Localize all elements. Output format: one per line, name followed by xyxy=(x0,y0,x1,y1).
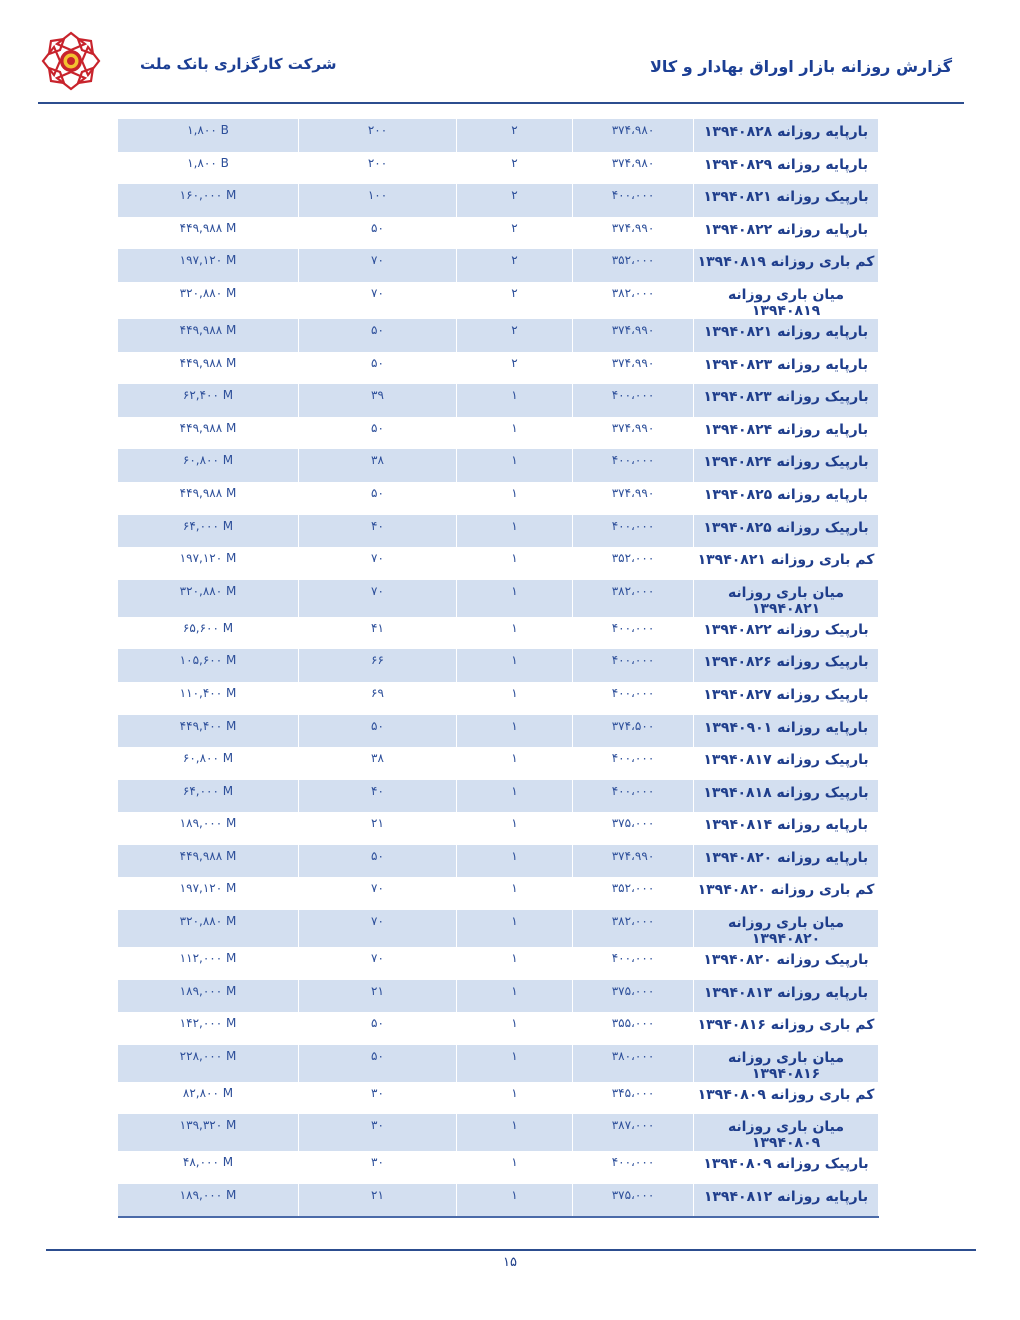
trade-price-cell: ۳۴۵،۰۰۰ xyxy=(573,1082,694,1115)
trade-count-cell: ۱ xyxy=(457,449,573,482)
table-row xyxy=(118,152,879,185)
trade-count-cell: ۱ xyxy=(457,980,573,1013)
trade-volume-cell: ۷۰ xyxy=(299,947,457,980)
trade-price-cell: ۴۰۰،۰۰۰ xyxy=(573,617,694,650)
trades-table-container xyxy=(118,119,874,1218)
table-row xyxy=(118,119,879,152)
table-row xyxy=(118,515,879,548)
trade-price-cell: ۳۸۰،۰۰۰ xyxy=(573,1045,694,1082)
trade-volume-cell: ۷۰ xyxy=(299,249,457,282)
contract-name-cell: میان باری روزانه ۱۳۹۴۰۸۱۶ xyxy=(694,1045,879,1082)
trade-count-cell: ۱ xyxy=(457,1114,573,1151)
contract-name-cell: میان باری روزانه ۱۳۹۴۰۸۰۹ xyxy=(694,1114,879,1151)
contract-name-cell: بارپایه روزانه ۱۳۹۴۰۹۰۱ xyxy=(694,715,879,748)
trade-amount-cell: ۳۲۰,۸۸۰ M xyxy=(118,282,299,319)
trade-volume-cell: ۳۸ xyxy=(299,449,457,482)
trade-volume-cell: ۲۰۰ xyxy=(299,152,457,185)
trade-count-cell: ۱ xyxy=(457,482,573,515)
trade-count-cell: ۲ xyxy=(457,319,573,352)
table-row xyxy=(118,1151,879,1184)
trade-price-cell: ۴۰۰،۰۰۰ xyxy=(573,747,694,780)
trade-volume-cell: ۶۶ xyxy=(299,649,457,682)
trade-price-cell: ۴۰۰،۰۰۰ xyxy=(573,184,694,217)
table-row xyxy=(118,184,879,217)
trade-amount-cell: ۴۴۹,۹۸۸ M xyxy=(118,417,299,450)
contract-name-cell: بارپایه روزانه ۱۳۹۴۰۸۲۸ xyxy=(694,119,879,152)
trade-price-cell: ۳۸۲،۰۰۰ xyxy=(573,910,694,947)
trade-volume-cell: ۷۰ xyxy=(299,877,457,910)
trade-price-cell: ۴۰۰،۰۰۰ xyxy=(573,649,694,682)
header-divider xyxy=(38,102,964,104)
trades-table xyxy=(118,119,879,1218)
trades-table-body xyxy=(118,119,879,1217)
trade-volume-cell: ۴۰ xyxy=(299,515,457,548)
trade-price-cell: ۴۰۰،۰۰۰ xyxy=(573,780,694,813)
trade-amount-cell: ۴۴۹,۴۰۰ M xyxy=(118,715,299,748)
table-row xyxy=(118,217,879,250)
contract-name-cell: میان باری روزانه ۱۳۹۴۰۸۱۹ xyxy=(694,282,879,319)
contract-name-cell: کم باری روزانه ۱۳۹۴۰۸۱۹ xyxy=(694,249,879,282)
trade-amount-cell: ۴۴۹,۹۸۸ M xyxy=(118,217,299,250)
trade-amount-cell: ۶۰,۸۰۰ M xyxy=(118,449,299,482)
trade-count-cell: ۱ xyxy=(457,682,573,715)
trade-volume-cell: ۷۰ xyxy=(299,910,457,947)
company-name: شرکت کارگزاری بانک ملت xyxy=(140,55,337,73)
table-row xyxy=(118,617,879,650)
table-row xyxy=(118,649,879,682)
trade-count-cell: ۱ xyxy=(457,617,573,650)
table-row xyxy=(118,780,879,813)
trade-volume-cell: ۵۰ xyxy=(299,1012,457,1045)
trade-price-cell: ۳۷۵،۰۰۰ xyxy=(573,980,694,1013)
contract-name-cell: بارپایه روزانه ۱۳۹۴۰۸۲۰ xyxy=(694,845,879,878)
trade-amount-cell: ۴۴۹,۹۸۸ M xyxy=(118,352,299,385)
trade-count-cell: ۱ xyxy=(457,1045,573,1082)
trade-amount-cell: ۱۸۹,۰۰۰ M xyxy=(118,812,299,845)
trade-price-cell: ۳۸۲،۰۰۰ xyxy=(573,580,694,617)
contract-name-cell: بارپایه روزانه ۱۳۹۴۰۸۲۵ xyxy=(694,482,879,515)
trade-volume-cell: ۴۱ xyxy=(299,617,457,650)
trade-count-cell: ۱ xyxy=(457,1082,573,1115)
trade-count-cell: ۲ xyxy=(457,217,573,250)
trade-amount-cell: ۶۰,۸۰۰ M xyxy=(118,747,299,780)
trade-count-cell: ۱ xyxy=(457,877,573,910)
contract-name-cell: بارپایه روزانه ۱۳۹۴۰۸۲۳ xyxy=(694,352,879,385)
contract-name-cell: بارپیک روزانه ۱۳۹۴۰۸۲۷ xyxy=(694,682,879,715)
trade-volume-cell: ۵۰ xyxy=(299,1045,457,1082)
table-row xyxy=(118,747,879,780)
trade-amount-cell: ۳۲۰,۸۸۰ M xyxy=(118,910,299,947)
table-row xyxy=(118,947,879,980)
table-row xyxy=(118,547,879,580)
contract-name-cell: بارپایه روزانه ۱۳۹۴۰۸۲۲ xyxy=(694,217,879,250)
table-row xyxy=(118,449,879,482)
trade-amount-cell: ۱۱۰,۴۰۰ M xyxy=(118,682,299,715)
contract-name-cell: بارپایه روزانه ۱۳۹۴۰۸۲۴ xyxy=(694,417,879,450)
bank-mellat-logo-icon xyxy=(40,30,102,92)
contract-name-cell: بارپیک روزانه ۱۳۹۴۰۸۲۴ xyxy=(694,449,879,482)
trade-price-cell: ۳۷۴،۹۹۰ xyxy=(573,845,694,878)
trade-count-cell: ۱ xyxy=(457,715,573,748)
contract-name-cell: کم باری روزانه ۱۳۹۴۰۸۱۶ xyxy=(694,1012,879,1045)
trade-count-cell: ۱ xyxy=(457,812,573,845)
trade-count-cell: ۱ xyxy=(457,384,573,417)
trade-amount-cell: ۱۴۲,۰۰۰ M xyxy=(118,1012,299,1045)
table-row xyxy=(118,319,879,352)
trade-count-cell: ۲ xyxy=(457,119,573,152)
trade-price-cell: ۳۷۴،۹۹۰ xyxy=(573,417,694,450)
page-number: ۱۵ xyxy=(503,1255,517,1270)
trade-price-cell: ۳۷۵،۰۰۰ xyxy=(573,1184,694,1217)
trade-amount-cell: ۱۹۷,۱۲۰ M xyxy=(118,547,299,580)
trade-volume-cell: ۲۱ xyxy=(299,980,457,1013)
contract-name-cell: میان باری روزانه ۱۳۹۴۰۸۲۰ xyxy=(694,910,879,947)
trade-count-cell: ۲ xyxy=(457,249,573,282)
contract-name-cell: کم باری روزانه ۱۳۹۴۰۸۰۹ xyxy=(694,1082,879,1115)
trade-price-cell: ۳۷۵،۰۰۰ xyxy=(573,812,694,845)
trade-count-cell: ۱ xyxy=(457,417,573,450)
trade-volume-cell: ۳۸ xyxy=(299,747,457,780)
table-row xyxy=(118,580,879,617)
trade-volume-cell: ۵۰ xyxy=(299,352,457,385)
contract-name-cell: کم باری روزانه ۱۳۹۴۰۸۲۱ xyxy=(694,547,879,580)
table-row xyxy=(118,1114,879,1151)
trade-amount-cell: ۶۴,۰۰۰ M xyxy=(118,515,299,548)
table-row xyxy=(118,980,879,1013)
trade-amount-cell: ۴۸,۰۰۰ M xyxy=(118,1151,299,1184)
trade-volume-cell: ۷۰ xyxy=(299,547,457,580)
trade-count-cell: ۲ xyxy=(457,352,573,385)
contract-name-cell: بارپیک روزانه ۱۳۹۴۰۸۲۰ xyxy=(694,947,879,980)
trade-amount-cell: ۱۶۰,۰۰۰ M xyxy=(118,184,299,217)
table-row xyxy=(118,482,879,515)
trade-count-cell: ۱ xyxy=(457,845,573,878)
trade-amount-cell: ۱,۸۰۰ B xyxy=(118,119,299,152)
trade-count-cell: ۱ xyxy=(457,1012,573,1045)
trade-amount-cell: ۲۲۸,۰۰۰ M xyxy=(118,1045,299,1082)
trade-volume-cell: ۱۰۰ xyxy=(299,184,457,217)
trade-volume-cell: ۴۰ xyxy=(299,780,457,813)
trade-amount-cell: ۱۸۹,۰۰۰ M xyxy=(118,1184,299,1217)
table-row xyxy=(118,282,879,319)
trade-count-cell: ۱ xyxy=(457,947,573,980)
table-row xyxy=(118,1012,879,1045)
trade-volume-cell: ۶۹ xyxy=(299,682,457,715)
trade-count-cell: ۲ xyxy=(457,184,573,217)
table-row xyxy=(118,845,879,878)
trade-amount-cell: ۸۲,۸۰۰ M xyxy=(118,1082,299,1115)
table-row xyxy=(118,384,879,417)
contract-name-cell: بارپیک روزانه ۱۳۹۴۰۸۰۹ xyxy=(694,1151,879,1184)
contract-name-cell: بارپایه روزانه ۱۳۹۴۰۸۲۱ xyxy=(694,319,879,352)
page-header xyxy=(0,0,1020,106)
table-row xyxy=(118,249,879,282)
trade-count-cell: ۱ xyxy=(457,515,573,548)
trade-amount-cell: ۶۲,۴۰۰ M xyxy=(118,384,299,417)
report-title: گزارش روزانه بازار اوراق بهادار و کالا xyxy=(649,57,952,76)
table-row xyxy=(118,682,879,715)
trade-price-cell: ۳۷۴،۹۹۰ xyxy=(573,319,694,352)
trade-price-cell: ۳۵۲،۰۰۰ xyxy=(573,547,694,580)
table-row xyxy=(118,910,879,947)
table-row xyxy=(118,1184,879,1217)
trade-volume-cell: ۵۰ xyxy=(299,845,457,878)
trade-volume-cell: ۲۰۰ xyxy=(299,119,457,152)
trade-price-cell: ۳۷۴،۹۸۰ xyxy=(573,119,694,152)
trade-price-cell: ۴۰۰،۰۰۰ xyxy=(573,947,694,980)
trade-amount-cell: ۱۹۷,۱۲۰ M xyxy=(118,877,299,910)
table-row xyxy=(118,877,879,910)
trade-volume-cell: ۳۰ xyxy=(299,1151,457,1184)
contract-name-cell: بارپیک روزانه ۱۳۹۴۰۸۲۳ xyxy=(694,384,879,417)
trade-count-cell: ۱ xyxy=(457,780,573,813)
table-row xyxy=(118,715,879,748)
trade-price-cell: ۳۵۵،۰۰۰ xyxy=(573,1012,694,1045)
trade-volume-cell: ۵۰ xyxy=(299,482,457,515)
trade-count-cell: ۲ xyxy=(457,282,573,319)
trade-amount-cell: ۱۱۲,۰۰۰ M xyxy=(118,947,299,980)
contract-name-cell: بارپیک روزانه ۱۳۹۴۰۸۲۱ xyxy=(694,184,879,217)
trade-count-cell: ۲ xyxy=(457,152,573,185)
trade-amount-cell: ۴۴۹,۹۸۸ M xyxy=(118,319,299,352)
contract-name-cell: میان باری روزانه ۱۳۹۴۰۸۲۱ xyxy=(694,580,879,617)
trade-amount-cell: ۶۵,۶۰۰ M xyxy=(118,617,299,650)
trade-price-cell: ۴۰۰،۰۰۰ xyxy=(573,449,694,482)
trade-price-cell: ۳۷۴،۹۹۰ xyxy=(573,482,694,515)
trade-volume-cell: ۳۹ xyxy=(299,384,457,417)
trade-price-cell: ۳۸۲،۰۰۰ xyxy=(573,282,694,319)
contract-name-cell: بارپیک روزانه ۱۳۹۴۰۸۲۲ xyxy=(694,617,879,650)
table-row xyxy=(118,1045,879,1082)
trade-volume-cell: ۷۰ xyxy=(299,580,457,617)
contract-name-cell: بارپیک روزانه ۱۳۹۴۰۸۲۶ xyxy=(694,649,879,682)
trade-price-cell: ۴۰۰،۰۰۰ xyxy=(573,682,694,715)
trade-count-cell: ۱ xyxy=(457,910,573,947)
trade-amount-cell: ۱۸۹,۰۰۰ M xyxy=(118,980,299,1013)
trade-price-cell: ۴۰۰،۰۰۰ xyxy=(573,384,694,417)
trade-volume-cell: ۳۰ xyxy=(299,1082,457,1115)
trade-price-cell: ۴۰۰،۰۰۰ xyxy=(573,515,694,548)
trade-count-cell: ۱ xyxy=(457,649,573,682)
trade-count-cell: ۱ xyxy=(457,747,573,780)
contract-name-cell: بارپایه روزانه ۱۳۹۴۰۸۲۹ xyxy=(694,152,879,185)
trade-volume-cell: ۳۰ xyxy=(299,1114,457,1151)
trade-amount-cell: ۱۹۷,۱۲۰ M xyxy=(118,249,299,282)
trade-price-cell: ۳۷۴،۹۹۰ xyxy=(573,217,694,250)
contract-name-cell: کم باری روزانه ۱۳۹۴۰۸۲۰ xyxy=(694,877,879,910)
trade-amount-cell: ۱,۸۰۰ B xyxy=(118,152,299,185)
trade-volume-cell: ۵۰ xyxy=(299,319,457,352)
trade-volume-cell: ۵۰ xyxy=(299,417,457,450)
table-row xyxy=(118,812,879,845)
trade-price-cell: ۳۵۲،۰۰۰ xyxy=(573,249,694,282)
table-row xyxy=(118,1082,879,1115)
trade-volume-cell: ۲۱ xyxy=(299,1184,457,1217)
table-row xyxy=(118,417,879,450)
trade-price-cell: ۳۵۲،۰۰۰ xyxy=(573,877,694,910)
trade-price-cell: ۳۷۴،۹۹۰ xyxy=(573,352,694,385)
trade-amount-cell: ۳۲۰,۸۸۰ M xyxy=(118,580,299,617)
trade-volume-cell: ۵۰ xyxy=(299,715,457,748)
trade-price-cell: ۴۰۰،۰۰۰ xyxy=(573,1151,694,1184)
trade-amount-cell: ۴۴۹,۹۸۸ M xyxy=(118,482,299,515)
trade-count-cell: ۱ xyxy=(457,1184,573,1217)
trade-price-cell: ۳۸۷،۰۰۰ xyxy=(573,1114,694,1151)
trade-price-cell: ۳۷۴،۹۸۰ xyxy=(573,152,694,185)
trade-volume-cell: ۵۰ xyxy=(299,217,457,250)
trade-amount-cell: ۱۳۹,۳۲۰ M xyxy=(118,1114,299,1151)
trade-amount-cell: ۴۴۹,۹۸۸ M xyxy=(118,845,299,878)
trade-volume-cell: ۷۰ xyxy=(299,282,457,319)
trade-price-cell: ۳۷۴،۵۰۰ xyxy=(573,715,694,748)
trade-amount-cell: ۶۴,۰۰۰ M xyxy=(118,780,299,813)
contract-name-cell: بارپایه روزانه ۱۳۹۴۰۸۱۳ xyxy=(694,980,879,1013)
trade-count-cell: ۱ xyxy=(457,547,573,580)
contract-name-cell: بارپایه روزانه ۱۳۹۴۰۸۱۲ xyxy=(694,1184,879,1217)
contract-name-cell: بارپیک روزانه ۱۳۹۴۰۸۱۷ xyxy=(694,747,879,780)
footer-divider xyxy=(46,1249,976,1251)
trade-volume-cell: ۲۱ xyxy=(299,812,457,845)
contract-name-cell: بارپیک روزانه ۱۳۹۴۰۸۲۵ xyxy=(694,515,879,548)
trade-count-cell: ۱ xyxy=(457,1151,573,1184)
table-row xyxy=(118,352,879,385)
contract-name-cell: بارپیک روزانه ۱۳۹۴۰۸۱۸ xyxy=(694,780,879,813)
trade-count-cell: ۱ xyxy=(457,580,573,617)
trade-amount-cell: ۱۰۵,۶۰۰ M xyxy=(118,649,299,682)
contract-name-cell: بارپایه روزانه ۱۳۹۴۰۸۱۴ xyxy=(694,812,879,845)
